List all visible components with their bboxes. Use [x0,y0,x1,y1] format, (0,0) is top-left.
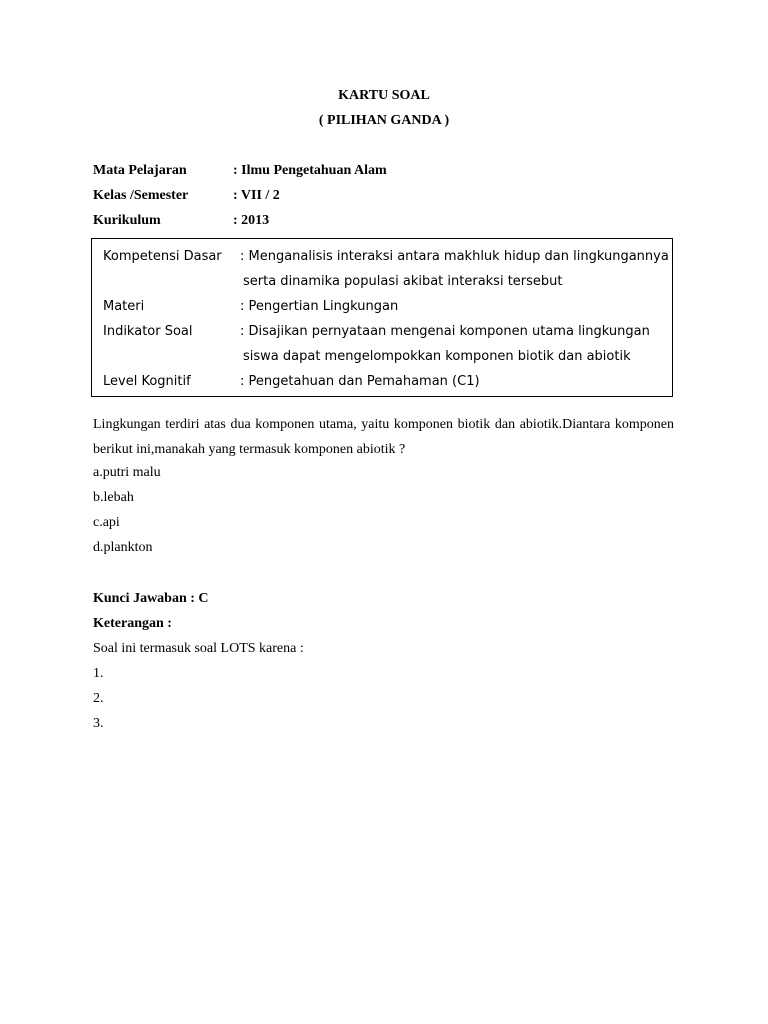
meta-row-kelas-semester [93,188,280,204]
meta-label: Mata Pelajaran [93,163,187,178]
answer-key: Kunci Jawaban : C [93,591,209,606]
option-b: b.lebah [93,490,134,505]
level-value: : Pengetahuan dan Pemahaman (C1) [240,374,480,389]
meta-value: : Ilmu Pengetahuan Alam [233,163,387,178]
keterangan-intro: Soal ini termasuk soal LOTS karena : [93,641,304,656]
kompetensi-value-line2: serta dinamika populasi akibat interaksi tersebut [243,274,563,289]
meta-value: : VII / 2 [233,188,280,203]
meta-label: Kurikulum [93,213,161,228]
meta-row-kurikulum [93,213,269,229]
meta-row-mata-pelajaran [93,163,387,179]
indikator-value-line2: siswa dapat mengelompokkan komponen biotik dan abiotik [243,349,631,364]
keterangan-item-2: 2. [93,691,104,706]
meta-value: : 2013 [233,213,270,228]
kompetensi-label: Kompetensi Dasar [103,249,222,264]
keterangan-item-1: 1. [93,666,104,681]
indikator-label: Indikator Soal [103,324,193,339]
page-subtitle: ( PILIHAN GANDA ) [318,113,450,128]
question-text: Lingkungan terdiri atas dua komponen utama, yaitu komponen biotik dan abiotik.Diantara komponen berikut ini,manakah yang termasuk komponen abiotik ? [93,417,674,457]
option-d: d.plankton [93,540,153,555]
indikator-value-line1: : Disajikan pernyataan mengenai komponen utama lingkungan [240,324,650,339]
kompetensi-value-line1: : Menganalisis interaksi antara makhluk hidup dan lingkungannya [240,249,669,264]
info-box [91,238,673,397]
meta-label: Kelas /Semester [93,188,189,203]
keterangan-label: Keterangan : [93,616,172,631]
option-c: c.api [93,515,120,530]
option-a: a.putri malu [93,465,161,480]
materi-value: : Pengertian Lingkungan [240,299,399,314]
keterangan-item-3: 3. [93,716,104,731]
level-label: Level Kognitif [103,374,191,389]
page-title: KARTU SOAL [338,88,430,103]
materi-label: Materi [103,299,145,314]
